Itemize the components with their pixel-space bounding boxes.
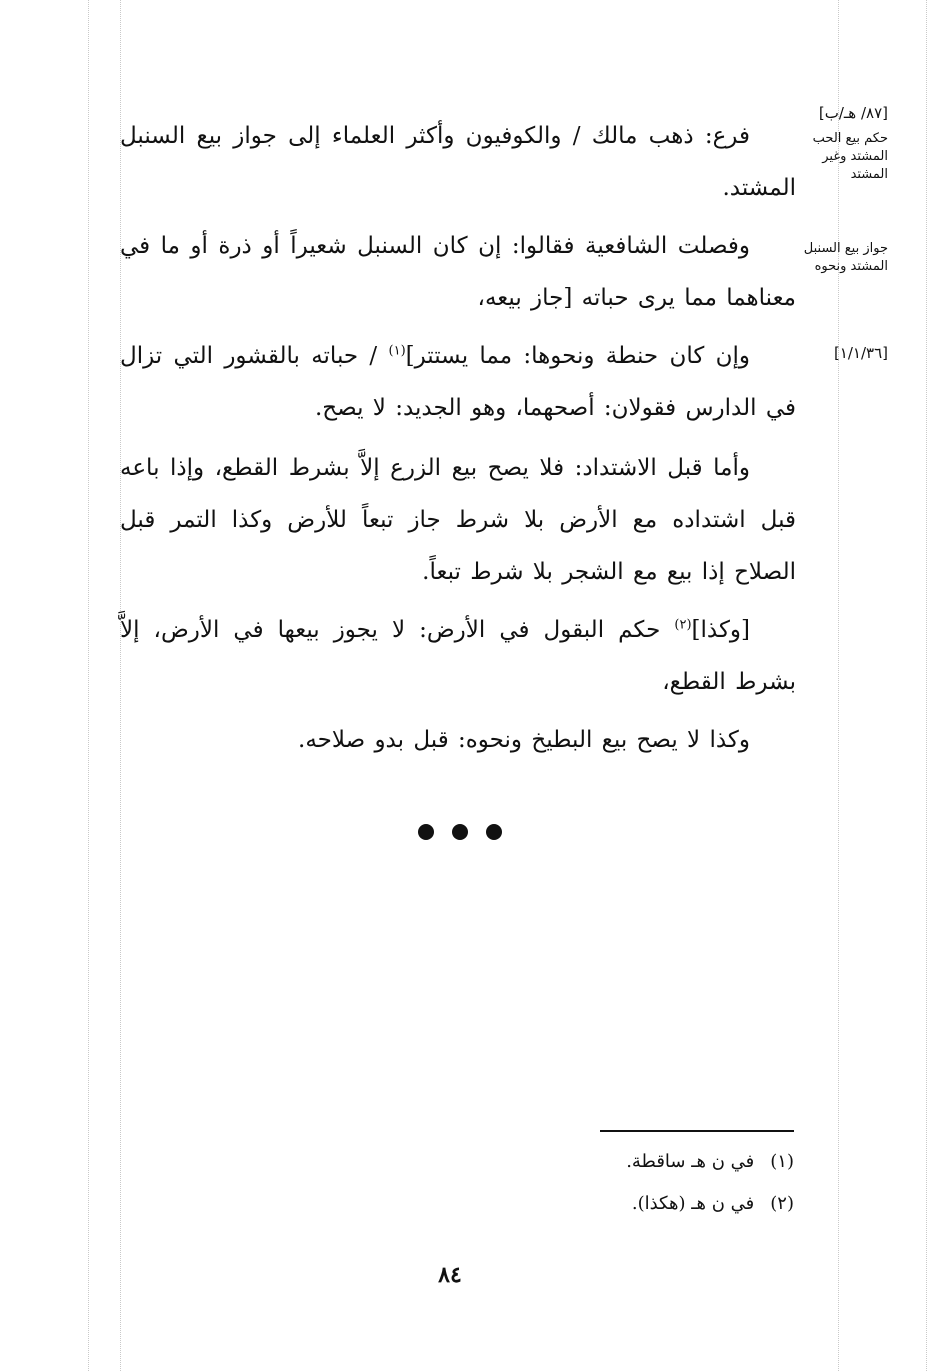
footnote-text: في ن هـ (هكذا). (631, 1193, 755, 1214)
paragraph-far (120, 110, 796, 214)
paragraph-text: وإن كان حنطة ونحوها: مما يستتر] (405, 343, 751, 369)
paragraph-wheat (120, 330, 796, 434)
paragraph-text: وأما قبل الاشتداد: فلا يصح بيع الزرع إلاَّ بشرط القطع، وإذا باعه قبل اشتداده مع الأرض بلا شرط جاز تبعاً للأرض وكذا التمر قبل الصلاح إذا بيع مع الشجر بلا شرط تبعاً. (120, 455, 796, 585)
paragraph-text: [وكذا] (691, 617, 750, 643)
paragraph-text: حكم البقول في الأرض: لا يجوز بيعها في الأرض، إلاَّ بشرط القطع، (120, 617, 796, 695)
margin-note-permission (792, 240, 888, 276)
paragraph-text: وفصلت الشافعية فقالوا: إن كان السنبل شعيراً أو ذرة أو ما في معناهما مما يرى حباته [جاز بيعه، (120, 233, 796, 311)
footnote-text: في ن هـ ساقطة. (626, 1151, 755, 1172)
footnote-marker: (٢) (674, 617, 692, 633)
footnote-1 (626, 1150, 794, 1174)
paragraph-text: فرع: ذهب مالك / والكوفيون وأكثر العلماء إلى جواز بيع السنبل المشتد. (120, 123, 796, 201)
margin-note-ruling (798, 130, 888, 184)
margin-note-line: حكم بيع الحب (812, 131, 888, 146)
paragraph-melon (120, 714, 796, 766)
ornament-dot (452, 824, 468, 840)
scan-guide-line (88, 0, 89, 1371)
ornament-dot (418, 824, 434, 840)
scan-guide-line (838, 0, 839, 1371)
paragraph-before-ripening (120, 442, 796, 598)
footnote-number: (١) (770, 1151, 794, 1172)
margin-note-line: المشتد (850, 167, 888, 182)
ornament-dot (486, 824, 502, 840)
margin-note-line: المشتد ونحوه (814, 259, 888, 274)
footnote-separator (600, 1130, 794, 1132)
footnote-marker: (١) (388, 343, 406, 359)
margin-note-line: المشتد وغير (822, 149, 888, 164)
section-end-ornament (418, 822, 502, 842)
paragraph-text: / حباته بالقشور التي تزال في الدارس فقولان: أصحهما، وهو الجديد: لا يصح. (120, 343, 796, 421)
paragraph-shafii-detail (120, 220, 796, 324)
footnote-number: (٢) (770, 1193, 794, 1214)
footnote-2 (632, 1192, 794, 1216)
scan-guide-line (926, 0, 927, 1371)
paragraph-text: وكذا لا يصح بيع البطيخ ونحوه: قبل بدو صلاحه. (298, 727, 750, 753)
margin-note-line: جواز بيع السنبل (803, 241, 888, 256)
margin-manuscript-ref: [١/١/٣٦] (833, 344, 888, 362)
margin-manuscript-ref-top: [٨٧/ هـ/ب] (818, 104, 888, 122)
page-number: ٨٤ (438, 1262, 462, 1288)
paragraph-vegetables (120, 604, 796, 708)
